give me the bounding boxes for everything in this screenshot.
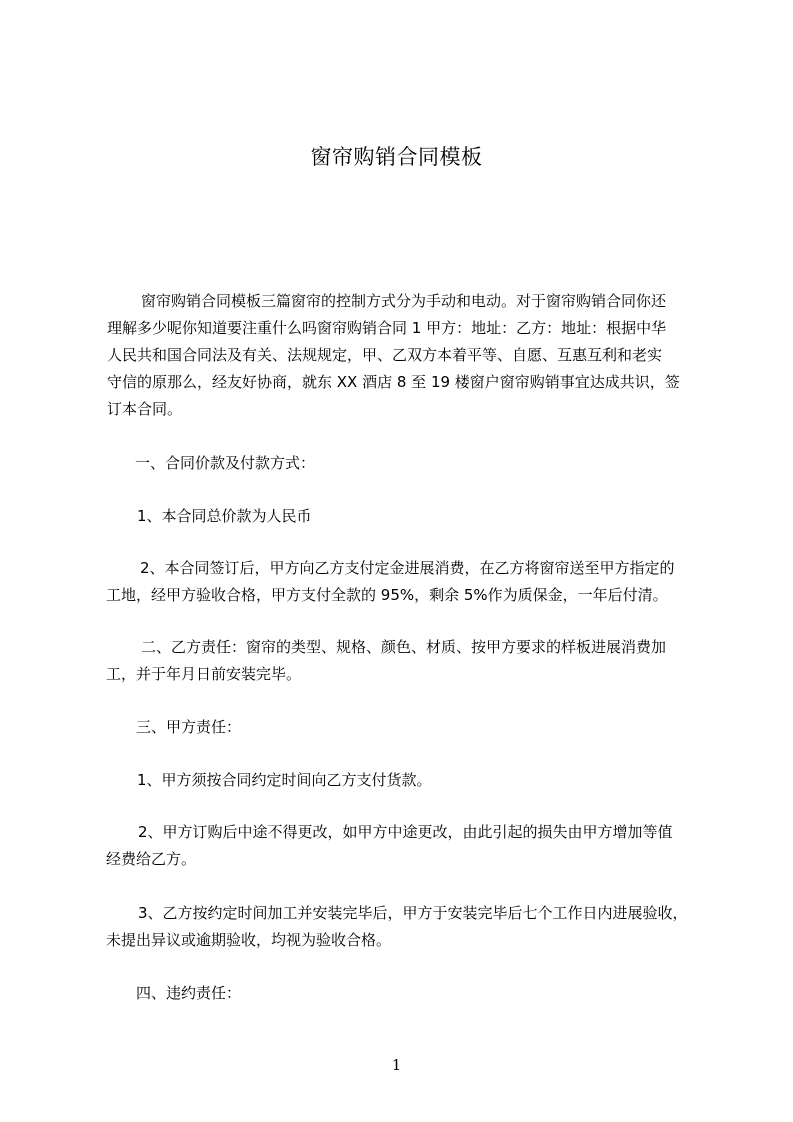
section-1-item-2-line-1: 2、本合同签订后，甲方向乙方支付定金进展消费，在乙方将窗帘送至甲方指定的 [140, 559, 675, 577]
section-2-line-1: 二、乙方责任：窗帘的类型、规格、颜色、材质、按甲方要求的样板进展消费加 [141, 638, 667, 656]
intro-line-4: 守信的原那么，经友好协商，就东 XX 酒店 8 至 19 楼窗户窗帘购销事宜达成共识，签 [107, 373, 680, 391]
section-4-heading: 四、违约责任： [136, 984, 242, 1002]
document-title: 窗帘购销合同模板 [310, 145, 483, 169]
section-1-heading: 一、合同价款及付款方式： [135, 454, 316, 472]
section-3-item-2-line-1: 2、甲方订购后中途不得更改，如甲方中途更改，由此引起的损失由甲方增加等值 [138, 823, 673, 841]
section-3-item-3-line-1: 3、乙方按约定时间加工并安装完毕后，甲方于安装完毕后七个工作日内进展验收， [138, 904, 688, 922]
section-1-item-1: 1、本合同总价款为人民币 [137, 507, 312, 525]
intro-line-3: 人民共和国合同法及有关、法规规定，甲、乙双方本着平等、自愿、互惠互利和老实 [107, 346, 663, 364]
section-3-item-2-line-2: 经费给乙方。 [106, 850, 197, 868]
section-3-heading: 三、甲方责任： [136, 718, 242, 736]
section-3-item-1: 1、甲方须按合同约定时间向乙方支付货款。 [137, 771, 432, 789]
section-3-item-3-line-2: 未提出异议或逾期验收，均视为验收合格。 [106, 931, 392, 949]
section-2-line-2: 工，并于年月日前安装完毕。 [106, 665, 302, 683]
intro-line-2: 理解多少呢你知道要注重什么吗窗帘购销合同 1 甲方：地址：乙方：地址：根据中华 [107, 319, 667, 337]
page-number: 1 [391, 1056, 402, 1074]
intro-line-5: 订本合同。 [107, 400, 183, 418]
intro-line-1: 窗帘购销合同模板三篇窗帘的控制方式分为手动和电动。对于窗帘购销合同你还 [141, 292, 667, 310]
section-1-item-2-line-2: 工地，经甲方验收合格，甲方支付全款的 95%，剩余 5%作为质保金，一年后付清。 [106, 586, 668, 604]
